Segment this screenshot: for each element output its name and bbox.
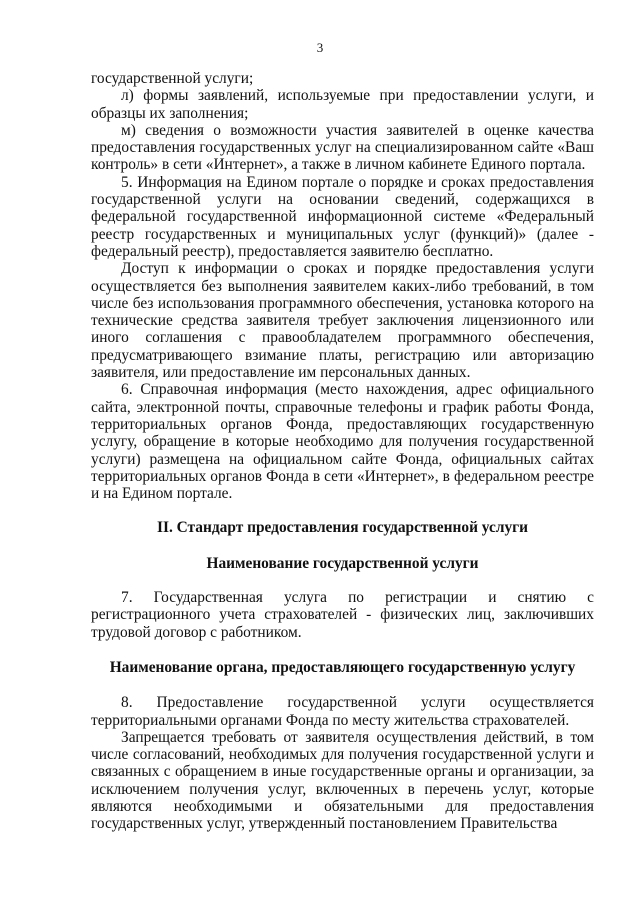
paragraph-8: 8. Предоставление государственной услуги осуществляется территориальными органами Фонда по месту жительства страхователей.	[91, 694, 594, 729]
paragraph-7: 7. Государственная услуга по регистрации и снятию с регистрационного учета страхователей - физических лиц, заключивших трудовой договор с работником.	[91, 589, 594, 641]
section-heading: II. Стандарт предоставления государственной услуги	[156, 519, 529, 537]
page-number: 3	[316, 40, 324, 55]
paragraph-item-l: л) формы заявлений, используемые при предоставлении услуги, и образцы их заполнения;	[91, 87, 594, 122]
paragraph-5: 5. Информация на Едином портале о порядке и сроках предоставления государственной услуги на основании сведений, содержащихся в федеральной государственной информационной системе «Федеральный реестр государственных и муниципальных услуг (функций)» (далее - федеральный реестр), предоставляется заявителю бесплатно.	[91, 173, 594, 260]
paragraph-item-m: м) сведения о возможности участия заявителей в оценке качества предоставления государственных услуг на специализированном сайте «Ваш контроль» в сети «Интернет», а также в личном кабинете Единого портала.	[91, 121, 594, 174]
paragraph-prohibition: Запрещается требовать от заявителя осуществления действий, в том числе согласований, необходимых для получения государственной услуги и связанных с обращением в иные государственные органы и организации, за исключением получения услуг, включенных в перечень услуг, которые являются необходимыми и обязательными для предоставления государственных услуг, утвержденный постановлением Правительства	[91, 728, 594, 833]
paragraph-access: Доступ к информации о сроках и порядке предоставления услуги осуществляется без выполнения заявителем каких-либо требований, в том числе без использования программного обеспечения, установка которого на технические средства заявителя требует заключения лицензионного или иного соглашения с правообладателем программного обеспечения, предусматривающего взимание платы, регистрацию или авторизацию заявителя, или предоставление им персональных данных.	[91, 260, 594, 382]
subheading-service-name: Наименование государственной услуги	[206, 554, 479, 572]
paragraph-continuation: государственной услуги;	[91, 70, 254, 87]
subheading-providing-body: Наименование органа, предоставляющего государственную услугу	[109, 658, 576, 676]
paragraph-6: 6. Справочная информация (место нахождения, адрес официального сайта, электронной почты, справочные телефоны и график работы Фонда, территориальных органов Фонда, предоставляющих государственную услугу, обращение в которые необходимо для получения государственной услуги) размещена на официальном сайте Фонда, официальных сайтах территориальных органов Фонда в сети «Интернет», в федеральном реестре и на Едином портале.	[91, 381, 594, 503]
document-body	[91, 70, 594, 833]
